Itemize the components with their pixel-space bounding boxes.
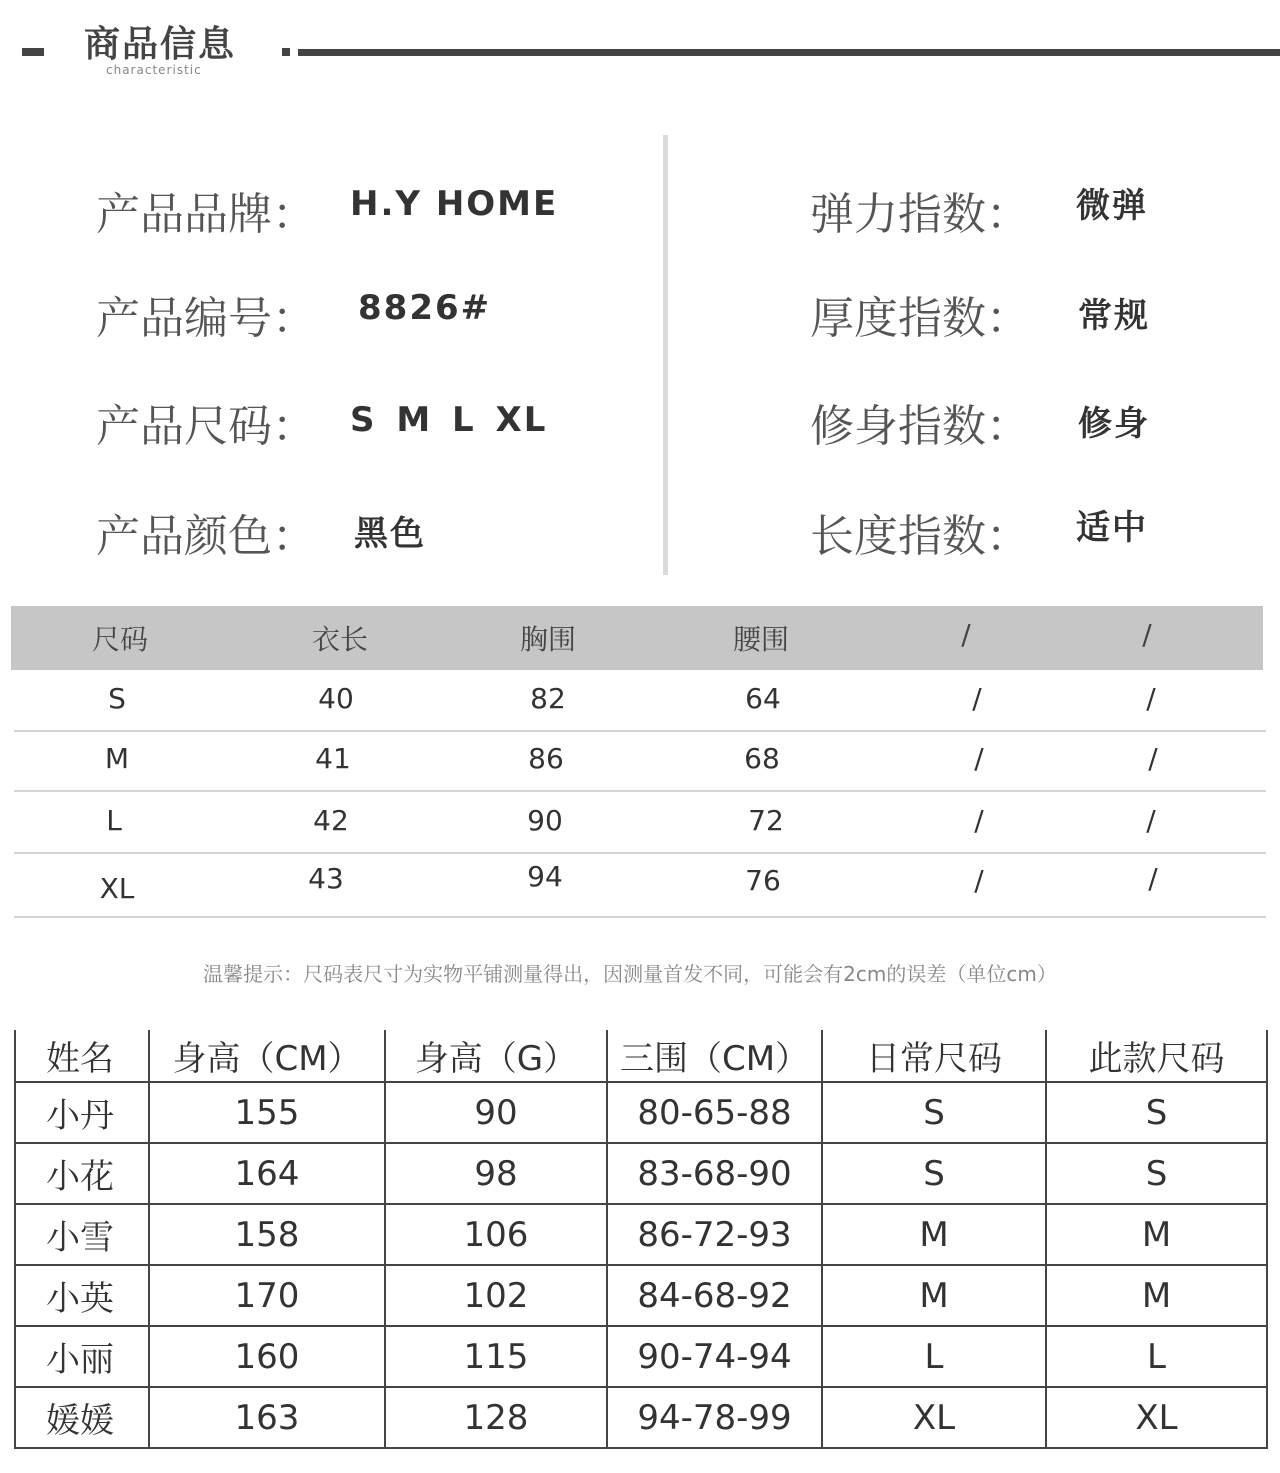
table-cell: / — [1148, 862, 1158, 895]
table-cell: 90 — [385, 1082, 607, 1143]
header-cell: / — [961, 618, 971, 651]
table-row — [15, 1143, 1267, 1204]
header-cell: 此款尺码 — [1046, 1030, 1267, 1082]
row-divider — [14, 852, 1266, 854]
table-cell: 83-68-90 — [607, 1143, 822, 1204]
info-value: S M L XL — [350, 400, 548, 440]
table-cell: 72 — [748, 804, 784, 837]
table-cell: M — [822, 1265, 1046, 1326]
table-cell: / — [974, 804, 984, 837]
table-cell: XL — [1046, 1387, 1267, 1448]
table-cell: 164 — [149, 1143, 385, 1204]
table-cell: 84-68-92 — [607, 1265, 822, 1326]
table-cell: / — [1146, 682, 1156, 715]
info-label: 长度指数： — [810, 511, 1030, 562]
table-cell: 小丹 — [15, 1082, 149, 1143]
table-cell: 106 — [385, 1204, 607, 1265]
table-row — [0, 670, 1280, 732]
table-cell: / — [974, 864, 984, 897]
table-row — [15, 1326, 1267, 1387]
table-cell: 媛媛 — [15, 1387, 149, 1448]
header-rule — [298, 49, 1280, 56]
info-value: 黑色 — [354, 514, 426, 554]
info-value: H.Y HOME — [350, 184, 559, 224]
info-value: 微弹 — [1076, 186, 1148, 226]
table-cell: 68 — [744, 742, 780, 775]
table-cell: 98 — [385, 1143, 607, 1204]
table-cell: L — [106, 804, 122, 837]
table-cell: S — [1046, 1082, 1267, 1143]
table-cell: 163 — [149, 1387, 385, 1448]
table-cell: 小英 — [15, 1265, 149, 1326]
table-header-row — [15, 1030, 1267, 1082]
info-label: 产品品牌： — [96, 189, 316, 240]
info-label: 产品颜色： — [96, 511, 316, 562]
header-cell: / — [1142, 618, 1152, 651]
info-value: 8826# — [358, 288, 492, 328]
table-cell: S — [822, 1143, 1046, 1204]
table-cell: 43 — [308, 862, 344, 895]
table-row — [15, 1204, 1267, 1265]
table-cell: 小丽 — [15, 1326, 149, 1387]
table-cell: M — [1046, 1265, 1267, 1326]
table-cell: 158 — [149, 1204, 385, 1265]
header-cell: 胸围 — [519, 623, 577, 656]
table-cell: S — [108, 682, 126, 715]
header-cell: 姓名 — [15, 1030, 149, 1082]
table-cell: 86-72-93 — [607, 1204, 822, 1265]
header-cell: 身高（G） — [385, 1030, 607, 1082]
table-cell: XL — [822, 1387, 1046, 1448]
table-cell: S — [822, 1082, 1046, 1143]
tip-text: 温馨提示：尺码表尺寸为实物平铺测量得出，因测量首发不同，可能会有2cm的误差（单位cm） — [203, 962, 1057, 986]
table-cell: 115 — [385, 1326, 607, 1387]
table-cell: 90-74-94 — [607, 1326, 822, 1387]
header-dash — [22, 48, 44, 56]
table-cell: 128 — [385, 1387, 607, 1448]
table-cell: 41 — [315, 742, 351, 775]
table-cell: 80-65-88 — [607, 1082, 822, 1143]
table-cell: 94-78-99 — [607, 1387, 822, 1448]
section-header — [0, 0, 1280, 100]
table-cell: M — [1046, 1204, 1267, 1265]
table-cell: M — [822, 1204, 1046, 1265]
table-cell: 170 — [149, 1265, 385, 1326]
size-chart-header — [11, 606, 1263, 670]
table-cell: 102 — [385, 1265, 607, 1326]
info-value: 适中 — [1076, 508, 1148, 548]
table-cell: S — [1046, 1143, 1267, 1204]
info-label: 弹力指数： — [810, 189, 1030, 240]
table-row — [0, 730, 1280, 792]
table-cell: 86 — [528, 742, 564, 775]
table-cell: L — [822, 1326, 1046, 1387]
table-cell: / — [972, 682, 982, 715]
table-row — [15, 1082, 1267, 1143]
header-cell: 尺码 — [91, 623, 149, 656]
table-cell: XL — [99, 872, 135, 905]
table-row — [15, 1265, 1267, 1326]
info-label: 产品尺码： — [96, 401, 316, 452]
table-cell: 小雪 — [15, 1204, 149, 1265]
header-cell: 腰围 — [732, 623, 790, 656]
header-cell: 日常尺码 — [822, 1030, 1046, 1082]
table-cell: 82 — [530, 682, 566, 715]
table-cell: / — [974, 742, 984, 775]
vertical-divider — [663, 135, 668, 575]
info-label: 产品编号： — [96, 293, 316, 344]
info-label: 修身指数： — [810, 401, 1030, 452]
table-cell: 94 — [527, 860, 563, 893]
table-cell: 小花 — [15, 1143, 149, 1204]
info-value: 修身 — [1078, 404, 1150, 444]
table-cell: 160 — [149, 1326, 385, 1387]
header-dot — [282, 48, 290, 56]
header-cell: 衣长 — [311, 623, 369, 656]
info-label: 厚度指数： — [810, 293, 1030, 344]
table-row — [15, 1387, 1267, 1448]
table-cell: 40 — [318, 682, 354, 715]
table-cell: / — [1148, 742, 1158, 775]
section-title: 商品信息 — [84, 24, 237, 65]
table-cell: 155 — [149, 1082, 385, 1143]
table-row — [0, 792, 1280, 854]
product-info — [0, 130, 1280, 580]
table-cell: / — [1146, 804, 1156, 837]
header-cell: 身高（CM） — [149, 1030, 385, 1082]
row-divider — [14, 916, 1266, 918]
table-cell: 90 — [527, 804, 563, 837]
header-cell: 三围（CM） — [607, 1030, 822, 1082]
section-subtitle: characteristic — [106, 63, 202, 77]
info-value: 常规 — [1078, 296, 1150, 336]
table-cell: L — [1046, 1326, 1267, 1387]
table-cell: 42 — [313, 804, 349, 837]
table-cell: M — [104, 742, 130, 775]
table-row — [0, 856, 1280, 918]
table-cell: 64 — [745, 682, 781, 715]
size-tip — [0, 958, 1280, 987]
table-cell: 76 — [745, 864, 781, 897]
model-size-table — [14, 1030, 1268, 1449]
